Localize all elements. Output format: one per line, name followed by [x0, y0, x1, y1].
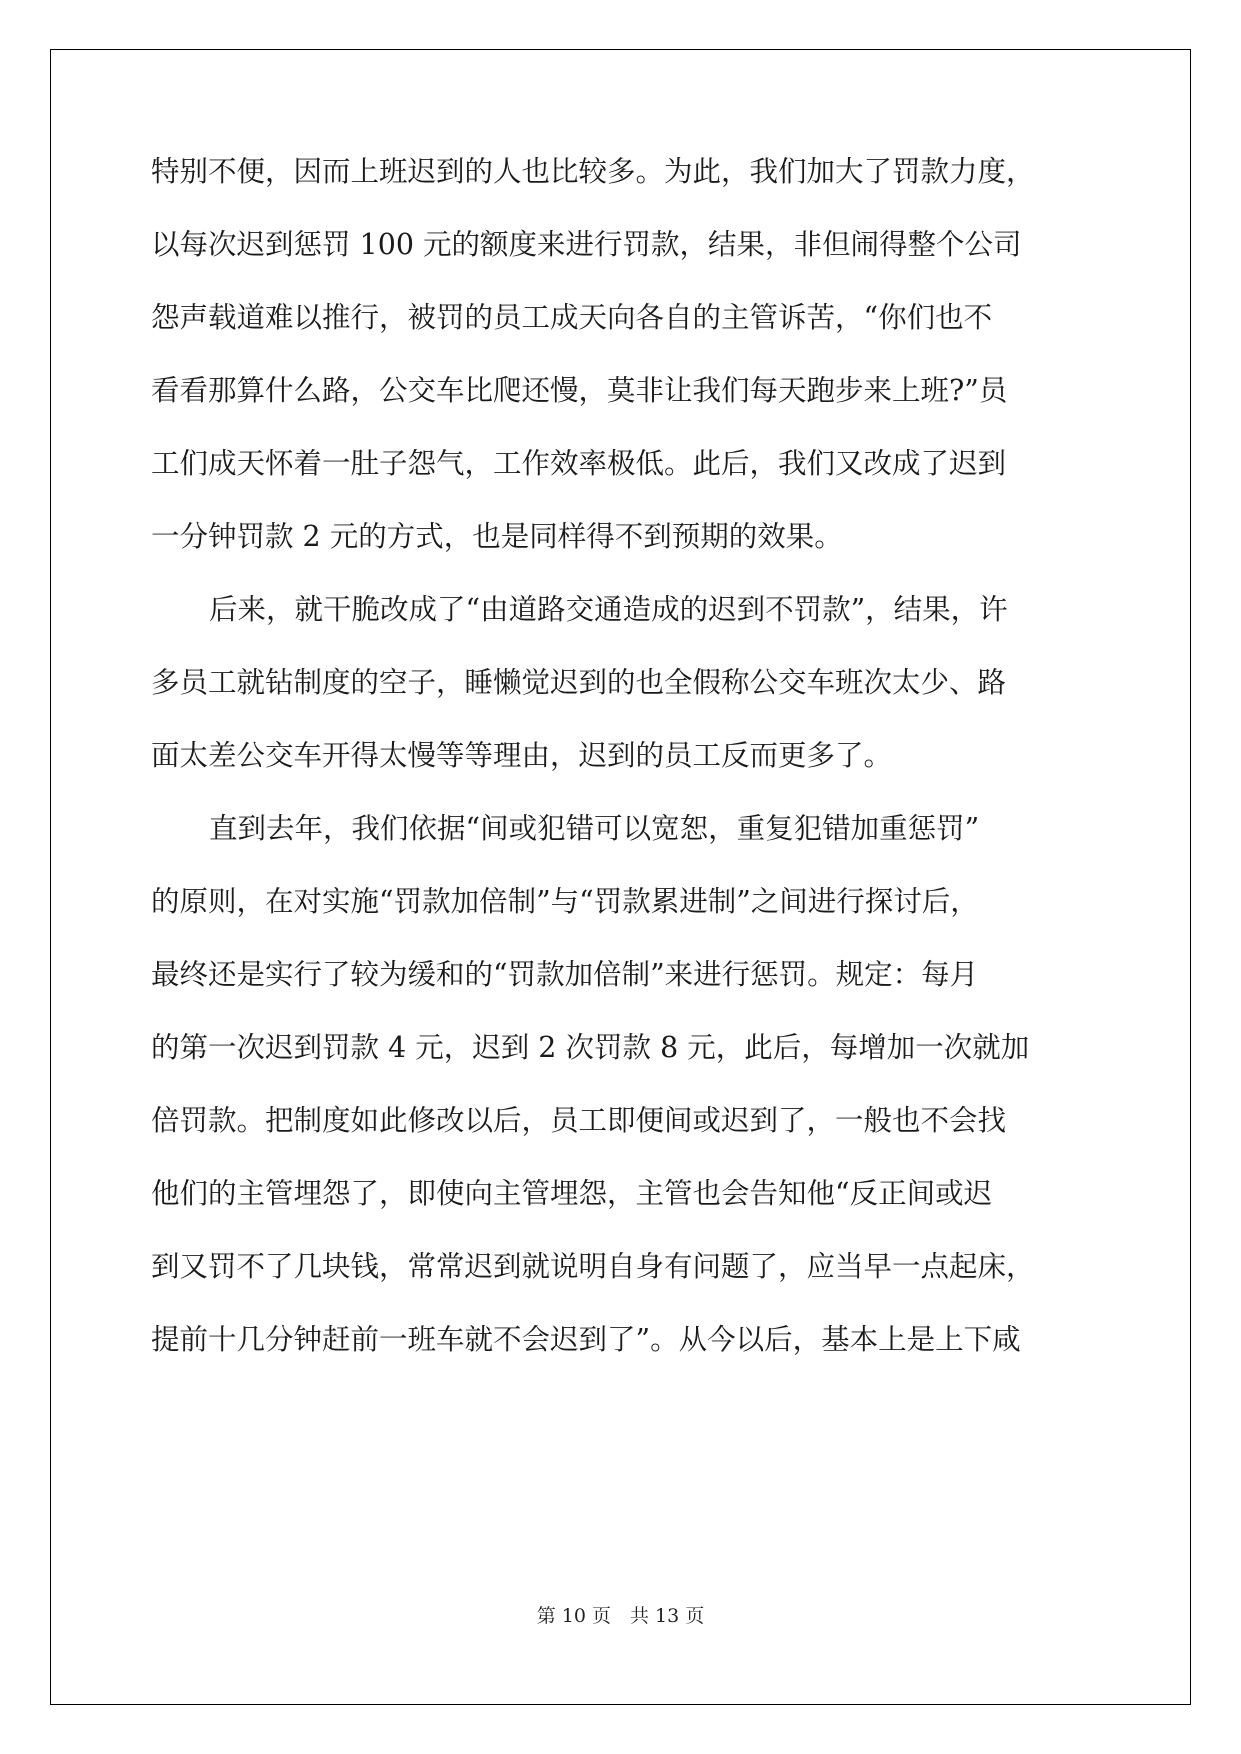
- text-line: 最终还是实行了较为缓和的“罚款加倍制”来进行惩罚。规定：每月: [151, 958, 979, 991]
- text-line: 一分钟罚款 2 元的方式，也是同样得不到预期的效果。: [151, 520, 843, 553]
- text-line: 工们成天怀着一肚子怨气，工作效率极低。此后，我们又改成了迟到: [151, 447, 1007, 480]
- text-line: 以每次迟到惩罚 100 元的额度来进行罚款，结果，非但闹得整个公司: [151, 228, 1022, 261]
- text-line: 看看那算什么路，公交车比爬还慢，莫非让我们每天跑步来上班?”员: [151, 374, 1008, 407]
- text-line: 到又罚不了几块钱，常常迟到就说明自身有问题了，应当早一点起床，: [151, 1250, 1035, 1283]
- text-line: 多员工就钻制度的空子，睡懒觉迟到的也全假称公交车班次太少、路: [151, 666, 1007, 699]
- text-line: 特别不便，因而上班迟到的人也比较多。为此，我们加大了罚款力度，: [151, 155, 1035, 188]
- text-line: 后来，就干脆改成了“由道路交通造成的迟到不罚款”，结果，许: [209, 593, 1008, 626]
- text-line: 的原则，在对实施“罚款加倍制”与“罚款累进制”之间进行探讨后，: [151, 885, 979, 918]
- page-number: 第 10 页 共 13 页: [536, 1605, 705, 1627]
- text-line: 他们的主管埋怨了，即使向主管埋怨，主管也会告知他“反正间或迟: [151, 1177, 993, 1210]
- text-line: 的第一次迟到罚款 4 元，迟到 2 次罚款 8 元，此后，每增加一次就加: [151, 1031, 1030, 1064]
- text-line: 提前十几分钟赶前一班车就不会迟到了”。从今以后，基本上是上下咸: [151, 1323, 1021, 1356]
- text-line: 面太差公交车开得太慢等等理由，迟到的员工反而更多了。: [151, 739, 893, 772]
- text-line: 倍罚款。把制度如此修改以后，员工即便间或迟到了，一般也不会找: [151, 1104, 1007, 1137]
- text-line: 直到去年，我们依据“间或犯错可以宽恕，重复犯错加重惩罚”: [209, 812, 980, 845]
- text-line: 怨声载道难以推行，被罚的员工成天向各自的主管诉苦，“你们也不: [151, 301, 993, 334]
